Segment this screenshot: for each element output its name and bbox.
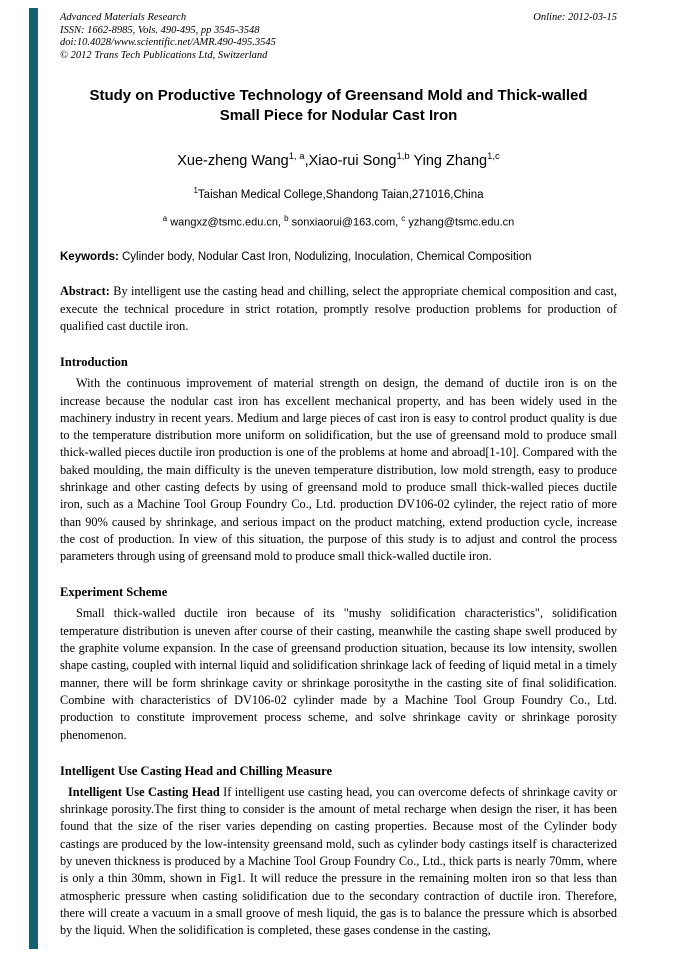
email-mark: b xyxy=(284,213,289,223)
abstract-label: Abstract: xyxy=(60,284,110,299)
author-affil-mark: 1,b xyxy=(396,151,410,162)
paper-title: Study on Productive Technology of Greensand Mold and Thick-walled Small Piece for Nodular Cast Iron xyxy=(89,87,588,124)
author-affil-mark: 1,c xyxy=(487,151,500,162)
section-heading-introduction: Introduction xyxy=(60,355,128,370)
email-mark: c xyxy=(401,213,406,223)
casting-head-subheading: Intelligent Use Casting Head xyxy=(68,784,220,799)
author-name: Xue-zheng Wang xyxy=(177,152,289,169)
page-content xyxy=(60,12,617,940)
authors-line xyxy=(60,148,617,170)
author-name: Xiao-rui Song xyxy=(308,152,397,169)
issn-line: ISSN: 1662-8985, Vols. 490-495, pp 3545-3548 xyxy=(60,24,260,36)
affiliation-text: Taishan Medical College,Shandong Taian,271016,China xyxy=(197,188,484,201)
abstract-text: By intelligent use the casting head and chilling, select the appropriate chemical composition and cast, execute the technical procedure in strict rotation, promptly resolve production problems for production of qualified cast ductile iron. xyxy=(60,284,617,333)
affiliation-mark: 1 xyxy=(193,185,198,195)
introduction-paragraph: With the continuous improvement of material strength on design, the demand of ductile iron is on the increase because the nodular cast iron has excellent mechanical property, and has been widely used in the machinery industry in recent years. Medium and large pieces of cast iron is easy to control product quality is due to the temperature distribution more uniform on solidification, but the use of greensand mold to produce small thick-walled pieces ductile iron production is one of the problems at home and abroad[1-10]. Compared with the baked moulding, the main difficulty is the uneven temperature distribution, low mold strength, easy to produce shrinkage and other casting defects by using of greensand mold to produce small thick-walled pieces ductile iron, such as a Machine Tool Group Foundry Co., Ltd. production DV106-02 cylinder, the reject ratio of more than 90% caused by shrinkage, and serious impact on the product matching, extend production cycle, increase the cost of production. In view of this situation, the purpose of this study is to adjust and control the process parameters through using of greensand mold to produce small thick-walled ductile iron. xyxy=(60,376,617,564)
copyright-line: © 2012 Trans Tech Publications Ltd, Switzerland xyxy=(60,49,268,61)
author-separator: , xyxy=(304,152,309,169)
section-heading-experiment-scheme: Experiment Scheme xyxy=(60,585,168,600)
journal-header-left xyxy=(60,12,276,62)
email-mark: a xyxy=(162,213,168,223)
abstract-paragraph xyxy=(60,283,617,335)
keywords-text: Cylinder body, Nodular Cast Iron, Nodulizing, Inoculation, Chemical Composition xyxy=(118,251,532,264)
casting-head-text: If intelligent use casting head, you can overcome defects of shrinkage cavity or shrinkage porosity.The first thing to consider is the amount of metal recharge when design the riser, it has been found that the size of the riser varies depending on casting properties. Because most of the Cylinder body castings are produced by the low-intensity greensand mold, such as cylinder body castings itself is characterized by uneven thickness is produced by a Machine Tool Group Foundry Co., Ltd., thick parts is nearly 70mm, where is only a thin 30mm, shown in Fig1. It will reduce the pressure in the remaining molten iron so that less than atmospheric pressure when casting solidification due to the secondary contraction of ductile iron. Therefore, there will create a vacuum in a small groove of mesh liquid, the gas is to balance the pressure which is absorbed by the liquid. When the solidification is completed, these gases condense in the casting, xyxy=(60,784,618,938)
keywords-line xyxy=(60,250,617,264)
email-address: wangxz@tsmc.edu.cn, xyxy=(170,216,282,229)
email-address: yzhang@tsmc.edu.cn xyxy=(408,216,515,229)
keywords-label: Keywords: xyxy=(60,251,119,264)
section-heading-casting-head: Intelligent Use Casting Head and Chilling Measure xyxy=(60,763,333,778)
online-date: Online: 2012-03-15 xyxy=(533,12,617,23)
author-name: Ying Zhang xyxy=(413,152,488,169)
journal-header xyxy=(60,12,617,62)
casting-head-paragraph xyxy=(60,784,617,940)
experiment-scheme-paragraph: Small thick-walled ductile iron because of its "mushy solidification characteristics", solidification temperature distribution is uneven after course of their casting, meanwhile the casting shape swell produced by the graphite volume expansion. In the case of greensand production situation, because its low intensity, swollen shape casting, coupled with internal liquid and solidification shrinkage lack of feeding of liquid metal in a timely manner, there will be form shrinkage cavity or shrinkage porositythe in the casting site of final solidification. Combine with characteristics of DV106-02 cylinder made by a Machine Tool Group Foundry Co., Ltd. production to constitute improvement process scheme, and solve shrinkage cavity or shrinkage porosity phenomenon. xyxy=(60,606,617,742)
affiliation-line xyxy=(60,184,617,202)
emails-line xyxy=(60,212,617,230)
email-address: sonxiaorui@163.com, xyxy=(291,216,399,229)
left-accent-bar xyxy=(29,8,38,949)
author-affil-mark: 1, a xyxy=(288,151,305,162)
journal-name: Advanced Materials Research xyxy=(60,12,187,23)
doi-line: doi:10.4028/www.scientific.net/AMR.490-495.3545 xyxy=(60,37,276,48)
